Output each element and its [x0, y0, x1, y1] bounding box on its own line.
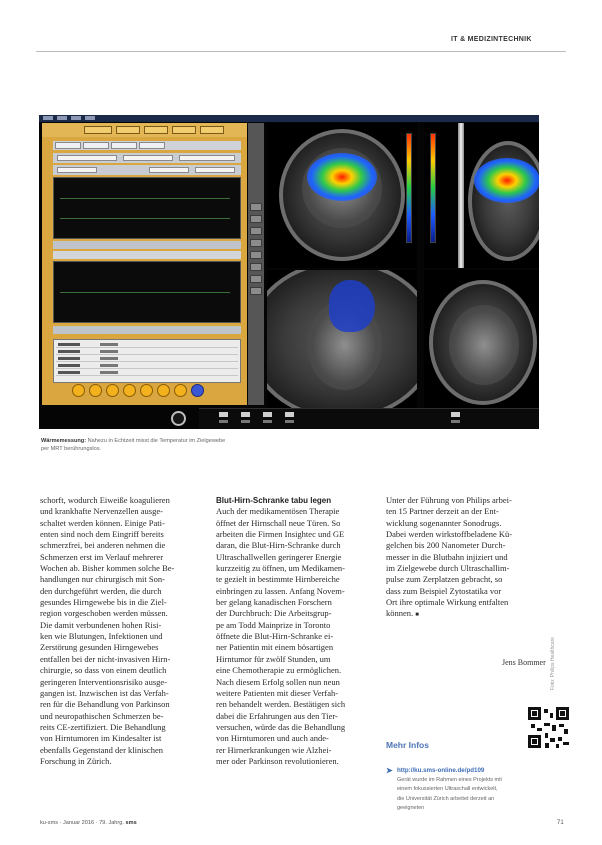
table-row: [56, 349, 238, 355]
text-line: weitere Patienten mit dieser Verfah-: [216, 687, 339, 698]
text-line: Forschung in Zürich.: [40, 755, 112, 766]
panel-field: [179, 155, 235, 161]
round-button: [174, 384, 187, 397]
mri-tissue: [449, 305, 519, 385]
text-line: Ort ihre optimale Wirkung entfalten: [386, 597, 509, 608]
more-info-description: [397, 776, 563, 814]
text-line: Auch der medikamentösen Therapie: [216, 506, 340, 517]
temperature-colorbar: [406, 133, 412, 243]
tool-icon: [250, 287, 262, 295]
text-line: daran, die Blut-Hirn-Schranke durch: [216, 540, 341, 551]
toolbar-button: [144, 126, 168, 134]
thermal-hotspot: [474, 158, 539, 203]
header-rule: [36, 51, 566, 52]
plot-caption-bar: [53, 241, 241, 249]
text-line: im Zielgewebe durch Ultraschallim-: [386, 563, 510, 574]
panel-field: [195, 167, 235, 173]
energy-plot: [53, 261, 241, 323]
mri-view-axial-thermal: [267, 123, 417, 268]
plot-line: [60, 292, 230, 293]
text-line: arbeiten die Firmen Insightec und GE: [216, 529, 345, 540]
status-label: [263, 420, 272, 423]
toolbar-button: [200, 126, 224, 134]
dial-icon: [171, 411, 186, 426]
section-heading: Blut-Hirn-Schranke tabu legen: [216, 496, 332, 505]
mri-view-axial: [424, 270, 539, 408]
status-value: [219, 412, 228, 417]
text-line: entfallen bei der nicht-invasiven Hirn-: [40, 653, 171, 664]
parameter-table: [53, 339, 241, 383]
caption-line-2: per MRT berührungslos.: [41, 446, 102, 452]
text-line: enten sind noch dem Eingriff bereits: [40, 529, 164, 540]
mri-view-coronal-thermal: [424, 123, 539, 268]
text-line: gesundes Hirngewebe bis in die Ziel-: [40, 597, 167, 608]
panel-controls: [53, 153, 241, 163]
round-button: [191, 384, 204, 397]
tool-icon: [250, 263, 262, 271]
text-line: [386, 608, 546, 621]
text-line: Die damit verbundenen hohen Risi-: [40, 619, 162, 630]
table-row: [56, 342, 238, 348]
photo-credit: [550, 560, 558, 690]
article-column-1: [40, 495, 205, 767]
plot-line: [60, 198, 230, 199]
tool-icon: [250, 251, 262, 259]
text-line: einem fokussierten Ultraschall entwickelt,: [397, 786, 498, 793]
plot-caption-bar: [53, 326, 241, 334]
panel-tab: [111, 142, 137, 149]
table-row: [56, 363, 238, 369]
article-column-3: [386, 495, 546, 622]
text-line: gangen ist. Inzwischen ist das Verfah-: [40, 687, 169, 698]
text-line: schorft, wodurch Eiweiße koagulieren: [40, 495, 170, 505]
text-line: ber gelang kanadischen Forschern: [216, 597, 332, 608]
text-line: ren für die Behandlung von Parkinson: [40, 699, 170, 710]
text-line: handlungen nur chirurgisch mit Son-: [40, 574, 165, 585]
treatment-region: [329, 280, 375, 332]
table-row: [56, 370, 238, 376]
text-line: Schmerzen erst im Verlauf mehrerer: [40, 551, 164, 562]
text-line: eine Chemotherapie zu ermöglichen.: [216, 665, 342, 676]
text-line-end: können.: [386, 608, 414, 619]
text-line: pulse zum Zerplatzen gebracht, so: [386, 574, 503, 585]
text-line: Wochen ab. Bisher kommen solche Be-: [40, 563, 175, 574]
table-row: [56, 356, 238, 362]
text-line: und neuropathischen Schmerzen be-: [40, 710, 164, 721]
page-number: 71: [557, 820, 564, 826]
figure-menubar: [39, 115, 539, 122]
text-line: dass zum Beispiel Zytostatika vor: [386, 585, 502, 596]
text-line: Dabei werden wirkstoffbeladene Kü-: [386, 529, 513, 540]
footer-issue: ku-sms · Januar 2016 · 79. Jahrg.: [40, 820, 124, 826]
text-line: ren behandelt werden. Bestätigen sich: [216, 699, 346, 710]
footer-brand: sms: [125, 820, 137, 826]
status-label: [451, 420, 460, 423]
text-line: Zerstörung gesunden Hirngewebes: [40, 642, 159, 653]
panel-field: [57, 167, 97, 173]
toolbar-button: [84, 126, 112, 134]
temperature-colorbar: [430, 133, 436, 243]
tool-icon: [250, 203, 262, 211]
tool-icon: [250, 215, 262, 223]
toolbar-button: [172, 126, 196, 134]
panel-toolbar: [42, 123, 247, 137]
text-line: öffnet der Hirnschall neue Türen. So: [216, 517, 341, 528]
plot-caption-bar: [53, 251, 241, 259]
text-line: ten 15 Partner derzeit an der Ent-: [386, 506, 499, 517]
text-line: te gezielt in bestimmte Hirnbereiche: [216, 574, 340, 585]
text-line: die Universität Zürich arbeitet derzeit an: [397, 795, 495, 802]
text-line: von Hirntumoren im Kindesalter ist: [40, 733, 162, 744]
text-line: reits CE-zertifiziert. Die Behandlung: [40, 721, 166, 732]
figure-menu-item: [57, 116, 67, 120]
qr-code-icon: [528, 707, 569, 748]
transducer-probe: [458, 123, 464, 268]
figure-menu-item: [71, 116, 81, 120]
text-line: chirurgie, so dass von einem deutlich: [40, 665, 167, 676]
text-line: messer in die Blutbahn injiziert und: [386, 551, 508, 562]
text-line: Hirntumor für zwölf Stunden, um: [216, 653, 331, 664]
text-line: öffnete die Blut-Hirn-Schranke ei-: [216, 631, 334, 642]
round-button: [140, 384, 153, 397]
panel-field: [57, 155, 117, 161]
text-line: ner Patientin mit einem bösartigen: [216, 642, 334, 653]
page-footer: [40, 820, 137, 826]
text-line: ken wie Blutungen, Infektionen und: [40, 631, 163, 642]
temperature-plot: [53, 177, 241, 239]
tool-strip: [248, 123, 264, 405]
text-line: region vorgeschoben werden müssen.: [40, 608, 168, 619]
round-button: [89, 384, 102, 397]
mri-software-screenshot: [39, 115, 539, 429]
figure-caption: [41, 437, 371, 453]
panel-tab: [55, 142, 81, 149]
text-line: gelchen bis 200 Nanometer Durch-: [386, 540, 506, 551]
panel-field: [149, 167, 189, 173]
toolbar-button: [116, 126, 140, 134]
status-value: [451, 412, 460, 417]
text-line: versuchen, würde das die Behandlung: [216, 721, 346, 732]
text-line: und krankhafte Nervenzellen ausge-: [40, 506, 163, 517]
round-button: [72, 384, 85, 397]
panel-tab: [139, 142, 165, 149]
text-line: geringeren Interventionsrisiko ausge-: [40, 676, 167, 687]
figure-menu-item: [43, 116, 53, 120]
status-value: [241, 412, 250, 417]
text-line: einbringen zu lassen. Anfang Novem-: [216, 585, 345, 596]
text-line: mer oder Parkinson revolutionieren.: [216, 755, 339, 766]
panel-tab: [83, 142, 109, 149]
photo-credit-text: Foto: Philips Healthcare: [550, 636, 556, 690]
mri-view-sagittal: [267, 270, 417, 408]
round-button: [157, 384, 170, 397]
status-label: [241, 420, 250, 423]
text-line: der Durchbruch: Die Arbeitsgrup-: [216, 608, 332, 619]
round-button: [106, 384, 119, 397]
text-line: Unter der Führung von Philips arbei-: [386, 495, 512, 505]
section-label: IT & MEDIZINTECHNIK: [451, 36, 532, 43]
tool-icon: [250, 239, 262, 247]
treatment-buttons: [72, 384, 222, 398]
text-line: Gerät wurde im Rahmen eines Projekts mit: [397, 777, 502, 783]
status-label: [285, 420, 294, 423]
text-line: ebenfalls Gegenstand der klinischen: [40, 744, 163, 755]
figure-statusbar: [199, 408, 539, 429]
more-info-title: Mehr Infos: [386, 740, 429, 750]
round-button: [123, 384, 136, 397]
text-line: schaltet werden können. Einige Pati-: [40, 517, 165, 528]
caption-line-1: Nahezu in Echtzeit misst die Temperatur im Zielgewebe: [86, 438, 226, 444]
panel-controls: [53, 165, 241, 175]
treatment-control-panel: [42, 123, 247, 405]
text-line: von Hirntumoren und auch ande-: [216, 733, 329, 744]
end-mark-icon: ■: [415, 612, 419, 619]
text-line: dabei die Erfahrungen aus den Tier-: [216, 710, 338, 721]
text-line: Nach diesem Erfolg sollen nun neun: [216, 676, 340, 687]
text-line: wicklung sogenannter Sonodrugs.: [386, 517, 502, 528]
caption-bold: Wärmemessung:: [41, 438, 87, 444]
article-column-2: [216, 495, 376, 767]
link-arrow-icon: ➤: [386, 766, 393, 775]
text-line: den durchgeführt werden, die durch: [40, 585, 162, 596]
tool-icon: [250, 275, 262, 283]
figure-menu-item: [85, 116, 95, 120]
thermal-hotspot: [307, 153, 377, 201]
author-name: Jens Bommer: [502, 658, 546, 667]
panel-field: [123, 155, 173, 161]
panel-tabs: [53, 141, 241, 150]
text-line: geeigneten: [397, 805, 425, 812]
more-info-link[interactable]: [386, 767, 484, 774]
text-line: Ultraschallwellen geringerer Energie: [216, 551, 342, 562]
plot-line: [60, 218, 230, 219]
status-value: [285, 412, 294, 417]
more-info-url[interactable]: http://ku.sms-online.de/pd109: [397, 767, 485, 774]
tool-icon: [250, 227, 262, 235]
text-line: rer Hirnerkrankungen wie Alzhei-: [216, 744, 332, 755]
text-line: pe am Todd Mainprize in Toronto: [216, 619, 331, 630]
status-value: [263, 412, 272, 417]
text-line: kurzzeitig zu öffnen, um Medikamen-: [216, 563, 345, 574]
status-label: [219, 420, 228, 423]
text-line: schmerzfrei, bei anderen nehmen die: [40, 540, 166, 551]
